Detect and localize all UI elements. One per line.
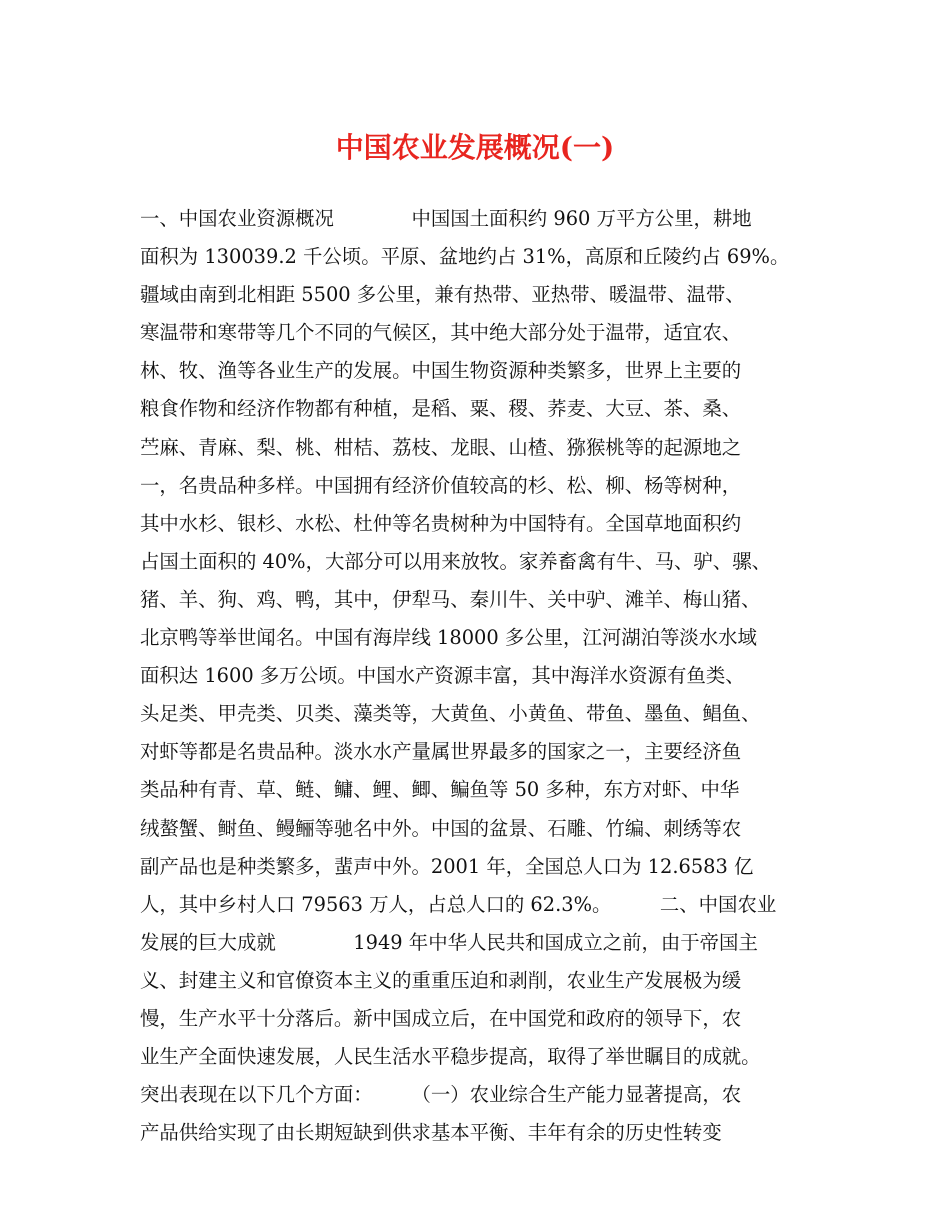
body-line: 绒螯蟹、鲥鱼、鳗鲡等驰名中外。中国的盆景、石雕、竹编、刺绣等农 <box>140 816 742 840</box>
body-line: 占国土面积的 40%，大部分可以用来放牧。家养畜禽有牛、马、驴、骡、 <box>140 549 771 573</box>
body-line: 一，名贵品种多样。中国拥有经济价值较高的杉、松、柳、杨等树种， <box>140 473 742 497</box>
body-line: 其中水杉、银杉、水松、杜仲等名贵树种为中国特有。全国草地面积约 <box>140 511 742 535</box>
body-line: 产品供给实现了由长期短缺到供求基本平衡、丰年有余的历史性转变 <box>140 1121 722 1145</box>
document-body <box>140 200 830 1152</box>
body-line: 猪、羊、狗、鸡、鸭，其中，伊犁马、秦川牛、关中驴、滩羊、梅山猪、 <box>140 587 761 611</box>
body-line: 林、牧、渔等各业生产的发展。中国生物资源种类繁多，世界上主要的 <box>140 359 742 383</box>
body-line: 突出表现在以下几个方面： （一）农业综合生产能力显著提高，农 <box>140 1083 742 1107</box>
body-line: 北京鸭等举世闻名。中国有海岸线 18000 多公里，江河湖泊等淡水水域 <box>140 626 757 650</box>
body-line: 人，其中乡村人口 79563 万人，占总人口的 62.3%。 二、中国农业 <box>140 892 777 916</box>
body-line: 对虾等都是名贵品种。淡水水产量属世界最多的国家之一，主要经济鱼 <box>140 740 742 764</box>
body-line: 苎麻、青麻、梨、桃、柑桔、荔枝、龙眼、山楂、猕猴桃等的起源地之 <box>140 435 742 459</box>
body-line: 粮食作物和经济作物都有种植，是稻、粟、稷、荞麦、大豆、茶、桑、 <box>140 397 742 421</box>
document-title: 中国农业发展概况(一) <box>335 131 615 164</box>
body-line: 类品种有青、草、鲢、鳙、鲤、鲫、鳊鱼等 50 多种，东方对虾、中华 <box>140 778 740 802</box>
body-line: 副产品也是种类繁多，蜚声中外。2001 年，全国总人口为 12.6583 亿 <box>140 854 754 878</box>
body-line: 发展的巨大成就 1949 年中华人民共和国成立之前，由于帝国主 <box>140 930 758 954</box>
body-line: 面积为 130039.2 千公顷。平原、盆地约占 31%，高原和丘陵约占 69%。 <box>140 245 790 269</box>
body-line: 慢，生产水平十分落后。新中国成立后，在中国党和政府的领导下，农 <box>140 1006 742 1030</box>
body-line: 面积达 1600 多万公顷。中国水产资源丰富，其中海洋水资源有鱼类、 <box>140 664 745 688</box>
body-line: 业生产全面快速发展，人民生活水平稳步提高，取得了举世瞩目的成就。 <box>140 1045 761 1069</box>
body-line: 头足类、甲壳类、贝类、藻类等，大黄鱼、小黄鱼、带鱼、墨鱼、鲳鱼、 <box>140 702 761 726</box>
body-line: 寒温带和寒带等几个不同的气候区，其中绝大部分处于温带，适宜农、 <box>140 321 742 345</box>
body-line: 疆域由南到北相距 5500 多公里，兼有热带、亚热带、暖温带、温带、 <box>140 283 745 307</box>
body-line: 一、中国农业资源概况 中国国土面积约 960 万平方公里，耕地 <box>140 207 752 230</box>
body-line: 义、封建主义和官僚资本主义的重重压迫和剥削，农业生产发展极为缓 <box>140 968 742 992</box>
